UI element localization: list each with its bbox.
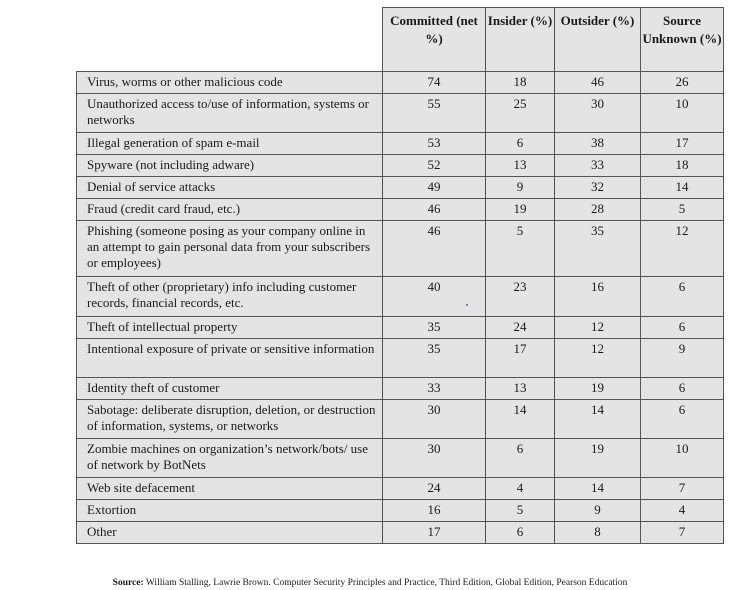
insider-cell: 18 (486, 72, 555, 94)
column-header-outsider: Outsider (%) (555, 8, 641, 72)
source-unknown-cell: 12 (641, 221, 724, 277)
security-incidents-table (76, 7, 724, 544)
stray-dot-mark (466, 304, 468, 306)
insider-cell: 6 (486, 439, 555, 478)
outsider-cell: 33 (555, 155, 641, 177)
insider-cell: 25 (486, 94, 555, 133)
outsider-cell: 30 (555, 94, 641, 133)
category-cell: Illegal generation of spam e-mail (77, 133, 383, 155)
committed-cell: 30 (383, 439, 486, 478)
committed-cell: 55 (383, 94, 486, 133)
outsider-cell: 28 (555, 199, 641, 221)
outsider-cell: 12 (555, 317, 641, 339)
table-row (77, 317, 724, 339)
table-row (77, 94, 724, 133)
outsider-cell: 16 (555, 277, 641, 317)
category-cell: Spyware (not including adware) (77, 155, 383, 177)
insider-cell: 13 (486, 378, 555, 400)
committed-cell: 24 (383, 478, 486, 500)
committed-cell: 30 (383, 400, 486, 439)
table-row (77, 72, 724, 94)
category-cell: Extortion (77, 500, 383, 522)
source-label: Source: (112, 578, 144, 588)
category-cell: Identity theft of customer (77, 378, 383, 400)
committed-cell: 33 (383, 378, 486, 400)
insider-cell: 24 (486, 317, 555, 339)
committed-cell: 17 (383, 522, 486, 544)
committed-cell: 52 (383, 155, 486, 177)
insider-cell: 5 (486, 500, 555, 522)
source-unknown-cell: 10 (641, 439, 724, 478)
table-row (77, 522, 724, 544)
outsider-cell: 32 (555, 177, 641, 199)
outsider-cell: 19 (555, 439, 641, 478)
insider-cell: 6 (486, 522, 555, 544)
insider-cell: 4 (486, 478, 555, 500)
table-row (77, 339, 724, 378)
category-cell: Fraud (credit card fraud, etc.) (77, 199, 383, 221)
source-unknown-cell: 4 (641, 500, 724, 522)
table-row (77, 199, 724, 221)
source-unknown-cell: 6 (641, 277, 724, 317)
committed-cell: 74 (383, 72, 486, 94)
committed-cell: 40 (383, 277, 486, 317)
table-row (77, 439, 724, 478)
insider-cell: 5 (486, 221, 555, 277)
outsider-cell: 35 (555, 221, 641, 277)
committed-cell: 16 (383, 500, 486, 522)
insider-cell: 6 (486, 133, 555, 155)
outsider-cell: 8 (555, 522, 641, 544)
category-cell: Unauthorized access to/use of information, systems or networks (77, 94, 383, 133)
source-unknown-cell: 7 (641, 522, 724, 544)
source-unknown-cell: 6 (641, 317, 724, 339)
insider-cell: 13 (486, 155, 555, 177)
table-row (77, 478, 724, 500)
column-header-source-unknown: Source Unknown (%) (641, 8, 724, 72)
table-row (77, 500, 724, 522)
table-row (77, 155, 724, 177)
source-unknown-cell: 14 (641, 177, 724, 199)
insider-cell: 9 (486, 177, 555, 199)
source-unknown-cell: 5 (641, 199, 724, 221)
category-cell: Theft of intellectual property (77, 317, 383, 339)
outsider-cell: 14 (555, 478, 641, 500)
table-row (77, 133, 724, 155)
committed-cell: 35 (383, 339, 486, 378)
outsider-cell: 38 (555, 133, 641, 155)
source-unknown-cell: 17 (641, 133, 724, 155)
source-unknown-cell: 10 (641, 94, 724, 133)
category-cell: Denial of service attacks (77, 177, 383, 199)
column-header-committed: Committed (net %) (383, 8, 486, 72)
source-text: William Stalling, Lawrie Brown. Computer Security Principles and Practice, Third Edition, Global Edition, Pearson Education (143, 578, 628, 588)
outsider-cell: 9 (555, 500, 641, 522)
table-row (77, 277, 724, 317)
source-unknown-cell: 26 (641, 72, 724, 94)
source-unknown-cell: 6 (641, 378, 724, 400)
category-cell: Web site defacement (77, 478, 383, 500)
committed-cell: 46 (383, 221, 486, 277)
committed-cell: 49 (383, 177, 486, 199)
committed-cell: 35 (383, 317, 486, 339)
table-row (77, 400, 724, 439)
insider-cell: 23 (486, 277, 555, 317)
source-citation (0, 578, 740, 588)
category-cell: Sabotage: deliberate disruption, deletion, or destruction of information, systems, or networks (77, 400, 383, 439)
header-blank-cell (77, 8, 383, 72)
outsider-cell: 12 (555, 339, 641, 378)
source-unknown-cell: 7 (641, 478, 724, 500)
category-cell: Other (77, 522, 383, 544)
source-unknown-cell: 9 (641, 339, 724, 378)
insider-cell: 14 (486, 400, 555, 439)
outsider-cell: 14 (555, 400, 641, 439)
committed-cell: 53 (383, 133, 486, 155)
category-cell: Theft of other (proprietary) info including customer records, financial records, etc. (77, 277, 383, 317)
category-cell: Intentional exposure of private or sensitive information (77, 339, 383, 378)
source-unknown-cell: 6 (641, 400, 724, 439)
category-cell: Virus, worms or other malicious code (77, 72, 383, 94)
committed-cell: 46 (383, 199, 486, 221)
table-row (77, 378, 724, 400)
insider-cell: 17 (486, 339, 555, 378)
table-row (77, 221, 724, 277)
source-unknown-cell: 18 (641, 155, 724, 177)
outsider-cell: 46 (555, 72, 641, 94)
table-row (77, 177, 724, 199)
category-cell: Phishing (someone posing as your company online in an attempt to gain personal data from your subscribers or employees) (77, 221, 383, 277)
outsider-cell: 19 (555, 378, 641, 400)
column-header-insider: Insider (%) (486, 8, 555, 72)
category-cell: Zombie machines on organization’s network/bots/ use of network by BotNets (77, 439, 383, 478)
insider-cell: 19 (486, 199, 555, 221)
